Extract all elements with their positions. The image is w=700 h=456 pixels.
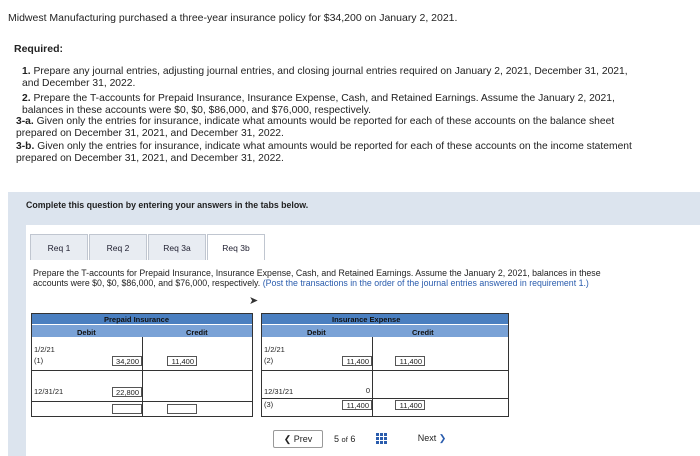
date-label: 1/2/21 bbox=[34, 345, 55, 354]
chevron-right-icon: ❯ bbox=[438, 433, 447, 443]
tab-req-3b[interactable]: Req 3b bbox=[207, 234, 265, 260]
prev-button[interactable] bbox=[273, 430, 323, 448]
req-text: Given only the entries for insurance, indicate what amounts would be reported for each of these accounts on the income statement prepared on December 31, 2021, and December 31, 2022. bbox=[16, 141, 632, 164]
credit-label: Credit bbox=[186, 328, 208, 337]
date-label: 1/2/21 bbox=[264, 345, 285, 354]
req-text: Given only the entries for insurance, indicate what amounts would be reported for each of these accounts on the balance sheet prepared on December 31, 2021, and December 31, 2022. bbox=[16, 116, 615, 139]
req-num: 2. bbox=[22, 93, 31, 104]
grid-icon[interactable] bbox=[376, 433, 387, 444]
credit-label: Credit bbox=[412, 328, 434, 337]
instruction-main: Prepare the T-accounts for Prepaid Insurance, Insurance Expense, Cash, and Retained Earnings. Assume the January 2, 2021, balances in these accounts were $0, $0, $86,000, and $76,000, respectively. bbox=[33, 268, 601, 288]
requirement-2 bbox=[22, 93, 637, 116]
debit-label: Debit bbox=[307, 328, 326, 337]
t-account-columns bbox=[32, 325, 252, 337]
total-line bbox=[32, 370, 252, 371]
debit-input[interactable]: 22,800 bbox=[112, 387, 142, 397]
total-line bbox=[262, 398, 508, 399]
debit-input[interactable]: 11,400 bbox=[342, 356, 372, 366]
t-account-header bbox=[262, 314, 508, 324]
credit-input[interactable]: 11,400 bbox=[395, 400, 425, 410]
credit-input[interactable]: 11,400 bbox=[395, 356, 425, 366]
ref-label: (2) bbox=[264, 356, 274, 365]
ref-label: (1) bbox=[34, 356, 44, 365]
panel-heading: Complete this question by entering your answers in the tabs below. bbox=[26, 200, 309, 210]
debit-input[interactable] bbox=[112, 404, 142, 414]
problem-intro: Midwest Manufacturing purchased a three-year insurance policy for $34,200 on January 2, 2021. bbox=[8, 12, 458, 24]
requirement-3b bbox=[16, 141, 641, 164]
credit-input[interactable]: 11,400 bbox=[167, 356, 197, 366]
tab-req-1[interactable]: Req 1 bbox=[30, 234, 88, 260]
next-button[interactable] bbox=[408, 430, 456, 448]
date-label: 12/31/21 bbox=[264, 387, 294, 396]
t-account-insurance-expense bbox=[261, 313, 509, 417]
credit-input[interactable] bbox=[167, 404, 197, 414]
total-line bbox=[32, 401, 252, 402]
tab-req-3a[interactable]: Req 3a bbox=[148, 234, 206, 260]
page-of: of bbox=[341, 435, 348, 444]
requirement-1 bbox=[22, 66, 637, 89]
t-account-prepaid-insurance bbox=[31, 313, 253, 417]
current-page: 5 bbox=[334, 434, 340, 444]
instruction-note: (Post the transactions in the order of the journal entries answered in requirement 1.) bbox=[262, 278, 589, 288]
req-text: Prepare any journal entries, adjusting journal entries, and closing journal entries required on January 2, 2021, December 31, 2021, and December 31, 2022. bbox=[22, 66, 628, 89]
t-account-title: Insurance Expense bbox=[332, 315, 401, 324]
next-label: Next bbox=[417, 433, 437, 443]
req-text: Prepare the T-accounts for Prepaid Insurance, Insurance Expense, Cash, and Retained Earnings. Assume the January 2, 2021, balances in these accounts were $0, $0, $86,000, and $76,000, respectively. bbox=[22, 93, 615, 116]
total-line bbox=[262, 370, 508, 371]
t-account-title: Prepaid Insurance bbox=[104, 315, 170, 324]
required-heading: Required: bbox=[14, 43, 64, 55]
debit-label: Debit bbox=[77, 328, 96, 337]
debit-input[interactable]: 34,200 bbox=[112, 356, 142, 366]
ref-label: (3) bbox=[264, 400, 274, 409]
mouse-cursor-icon: ➤ bbox=[249, 295, 259, 307]
t-account-header bbox=[32, 314, 252, 324]
debit-input[interactable]: 11,400 bbox=[342, 400, 372, 410]
chevron-left-icon: ❮ bbox=[283, 434, 292, 444]
total-pages: 6 bbox=[350, 434, 356, 444]
instruction-text bbox=[33, 268, 613, 288]
page-indicator bbox=[334, 434, 355, 444]
req-num: 3-a. bbox=[16, 116, 34, 127]
t-divider bbox=[142, 337, 143, 416]
debit-value: 0 bbox=[342, 386, 372, 396]
requirement-3a bbox=[16, 116, 641, 139]
prev-label: Prev bbox=[293, 434, 313, 444]
req-num: 1. bbox=[22, 66, 31, 77]
date-label: 12/31/21 bbox=[34, 387, 64, 396]
t-account-columns bbox=[262, 325, 508, 337]
t-divider bbox=[372, 337, 373, 416]
req-num: 3-b. bbox=[16, 141, 35, 152]
tab-req-2[interactable]: Req 2 bbox=[89, 234, 147, 260]
